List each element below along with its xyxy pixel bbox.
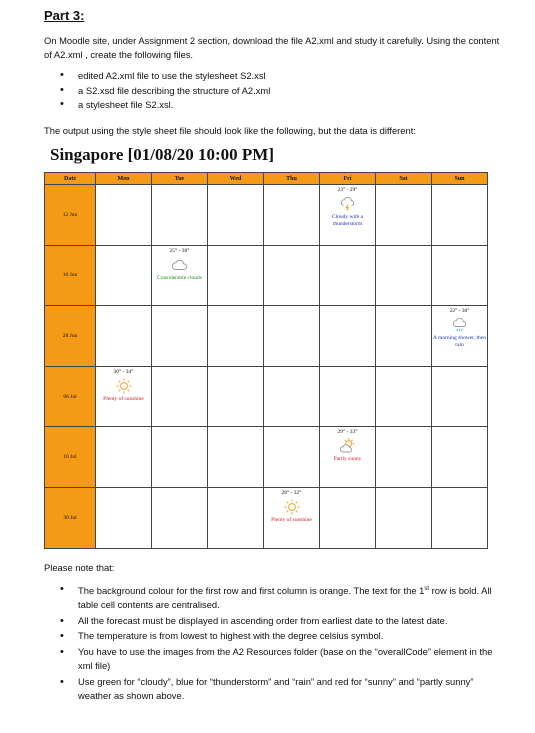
empty-cell (264, 306, 320, 367)
empty-cell (208, 306, 264, 367)
forecast-description: Partly sunny (333, 456, 362, 463)
cloud-icon (171, 256, 189, 274)
list-item: • All the forecast must be displayed in ascending order from earliest date to the latest date. (60, 614, 500, 628)
temperature-range: 23° - 29° (337, 187, 358, 193)
temperature-range: 29° - 33° (337, 429, 358, 436)
note-text: row is bold. All table cell contents are centralised. (78, 585, 492, 611)
empty-cell (152, 306, 208, 367)
empty-cell (320, 245, 376, 306)
empty-cell (320, 487, 376, 548)
empty-cell (264, 427, 320, 488)
date-cell: 30 Jul (45, 487, 96, 548)
list-item (60, 582, 500, 613)
empty-cell (264, 366, 320, 427)
list-item: • You have to use the images from the A2 Resources folder (base on the “overallCode” element in the xml file) (60, 645, 500, 674)
empty-cell (96, 487, 152, 548)
empty-cell (152, 487, 208, 548)
files-list (60, 70, 270, 114)
temperature-range: 30° - 34° (113, 368, 134, 375)
table-row (45, 306, 488, 367)
list-item: • a stylesheet file S2.xsl. (60, 99, 270, 114)
date-cell: 06 Jul (45, 366, 96, 427)
empty-cell (264, 185, 320, 246)
temperature-range: 25° - 30° (169, 247, 190, 254)
forecast-description: Plenty of sunshine (271, 516, 312, 523)
output-note: The output using the style sheet file should look like the following, but the data is different: (44, 125, 416, 136)
empty-cell (96, 185, 152, 246)
empty-cell (432, 185, 488, 246)
table-row (45, 245, 488, 306)
temperature-range: 22° - 30° (449, 308, 470, 315)
empty-cell (208, 185, 264, 246)
forecast-description: A morning shower, then rain (433, 335, 486, 348)
rain-icon (451, 316, 469, 334)
note-title: Please note that: (44, 562, 115, 573)
list-item: • edited A2.xml file to use the stylesheet S2.xsl (60, 70, 270, 85)
empty-cell (264, 245, 320, 306)
header-tue: Tue (152, 173, 208, 185)
date-cell: 12 Jun (45, 185, 96, 246)
date-cell: 10 Jul (45, 427, 96, 488)
note-text: The background colour for the first row and first column is orange. The text for the 1 (78, 585, 425, 597)
forecast-description: Plenty of sunshine (103, 395, 144, 402)
empty-cell (152, 185, 208, 246)
forecast-cell (152, 245, 208, 306)
sun-icon (283, 498, 301, 516)
partly-sunny-icon (339, 437, 357, 455)
empty-cell (432, 245, 488, 306)
header-fri: Fri (320, 173, 376, 185)
empty-cell (96, 427, 152, 488)
empty-cell (376, 185, 432, 246)
forecast-description: Cloudy with a thunderstorm (331, 214, 364, 227)
part-title: Part 3: (44, 8, 85, 23)
intro-paragraph: On Moodle site, under Assignment 2 section, download the file A2.xml and study it carefully. Using the content of A2.xml , create the following files. (44, 35, 500, 60)
date-cell: 16 Jun (45, 245, 96, 306)
empty-cell (152, 427, 208, 488)
list-item: • a S2.xsd file describing the structure of A2.xml (60, 85, 270, 100)
header-date: Date (45, 173, 96, 185)
empty-cell (208, 245, 264, 306)
list-item: • Use green for “cloudy”, blue for “thunderstorm” and “rain” and red for “sunny” and “partly sunny” weather as shown above. (60, 675, 500, 704)
empty-cell (376, 366, 432, 427)
table-row (45, 366, 488, 427)
header-mon: Mon (96, 173, 152, 185)
notes-list (60, 582, 500, 704)
empty-cell (432, 487, 488, 548)
date-cell: 28 Jun (45, 306, 96, 367)
header-thu: Thu (264, 173, 320, 185)
table-header-row (45, 173, 488, 185)
sun-icon (115, 377, 133, 395)
header-sat: Sat (376, 173, 432, 185)
forecast-description: Considerable clouds (157, 274, 202, 281)
temperature-range: 28° - 32° (281, 489, 302, 496)
empty-cell (96, 245, 152, 306)
empty-cell (432, 366, 488, 427)
empty-cell (96, 306, 152, 367)
header-wed: Wed (208, 173, 264, 185)
empty-cell (320, 366, 376, 427)
table-row (45, 487, 488, 548)
forecast-cell (320, 185, 376, 246)
empty-cell (208, 366, 264, 427)
table-row (45, 185, 488, 246)
thunderstorm-icon (339, 195, 357, 213)
forecast-heading: Singapore [01/08/20 10:00 PM] (50, 145, 274, 164)
empty-cell (208, 487, 264, 548)
forecast-cell (320, 427, 376, 488)
empty-cell (432, 427, 488, 488)
header-sun: Sun (432, 173, 488, 185)
note-superscript: st (424, 586, 430, 592)
table-row (45, 427, 488, 488)
empty-cell (208, 427, 264, 488)
forecast-cell (264, 487, 320, 548)
list-item: • The temperature is from lowest to highest with the degree celsius symbol. (60, 629, 500, 643)
empty-cell (376, 427, 432, 488)
forecast-cell (432, 306, 488, 367)
forecast-table (44, 172, 488, 549)
empty-cell (320, 306, 376, 367)
empty-cell (376, 306, 432, 367)
empty-cell (376, 245, 432, 306)
forecast-cell (96, 366, 152, 427)
empty-cell (376, 487, 432, 548)
empty-cell (152, 366, 208, 427)
